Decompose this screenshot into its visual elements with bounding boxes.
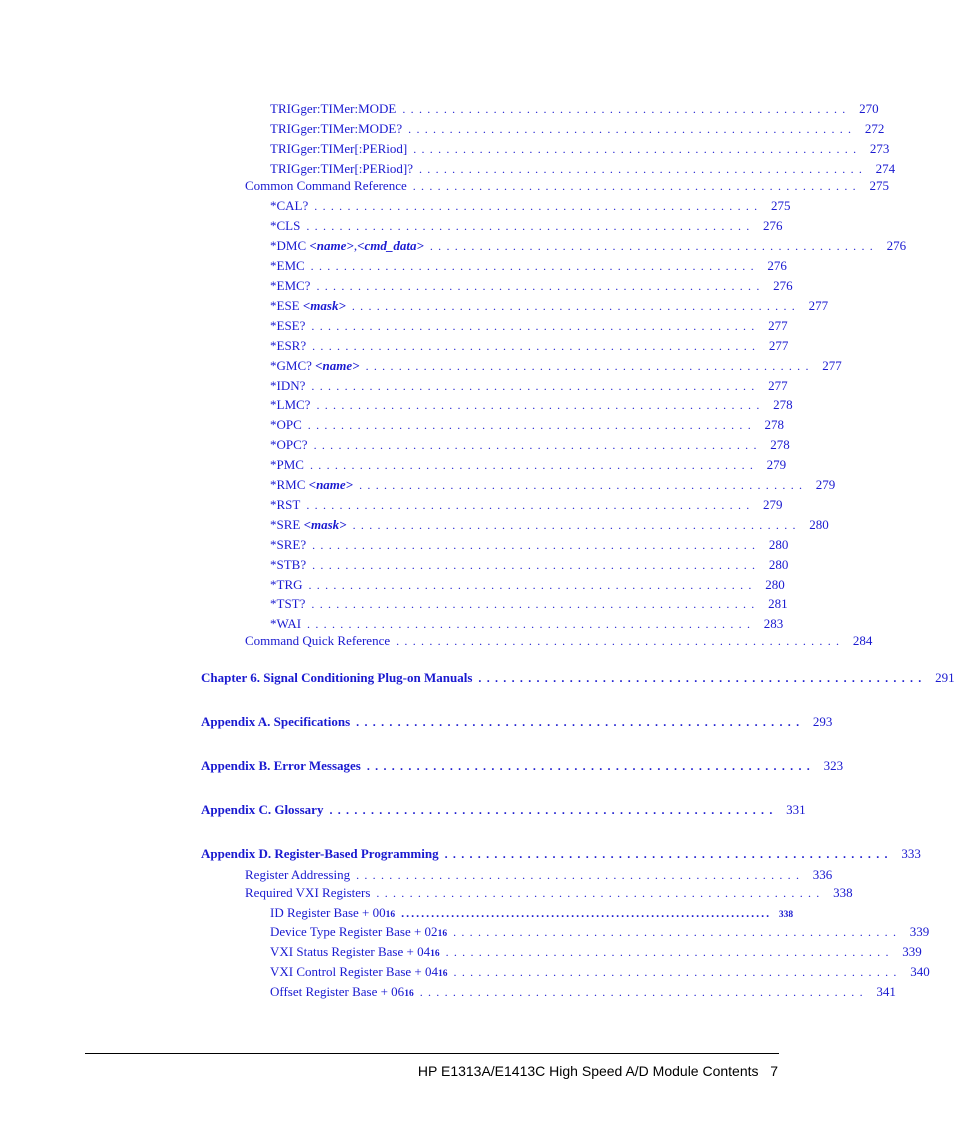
toc-entry-wai[interactable]: *WAI ...................................................... 283 [270, 616, 784, 631]
toc-entry-sre[interactable]: *SRE <mask> ...................................................... 280 [270, 517, 829, 532]
toc-entry-trigger-timer-mode[interactable]: TRIGger:TIMer:MODE ...................................................... 270 [270, 101, 879, 116]
toc-entry-idn-query[interactable]: *IDN? ...................................................... 277 [270, 378, 788, 393]
footer-title: HP E1313A/E1413C High Speed A/D Module Contents [417, 1063, 759, 1079]
toc-entry-pmc[interactable]: *PMC ...................................................... 279 [270, 457, 787, 472]
toc-entry-cal-query[interactable]: *CAL? ...................................................... 275 [270, 198, 791, 213]
toc-section-required-vxi-registers[interactable]: Required VXI Registers ...................................................... 338 [245, 885, 853, 900]
toc-appendix-d[interactable]: Appendix D. Register-Based Programming ...................................................... 333 [201, 846, 921, 861]
toc-entry-emc-query[interactable]: *EMC? ...................................................... 276 [270, 278, 793, 293]
toc-section-command-quick-reference[interactable]: Command Quick Reference ...................................................... 284 [245, 633, 873, 648]
toc-entry-trg[interactable]: *TRG ...................................................... 280 [270, 577, 785, 592]
toc-entry-lmc-query[interactable]: *LMC? ...................................................... 278 [270, 397, 793, 412]
toc-appendix-c[interactable]: Appendix C. Glossary ...................................................... 331 [201, 802, 806, 817]
footer-page-number: 7 [770, 1063, 778, 1079]
toc-entry-gmc-query[interactable]: *GMC? <name> ...................................................... 277 [270, 358, 842, 373]
toc-section-common-command-reference[interactable]: Common Command Reference ...................................................... 275 [245, 178, 889, 193]
toc-entry-offset-register[interactable]: Offset Register Base + 0616 ...................................................... 341 [270, 984, 896, 999]
toc-entry-device-type-register[interactable]: Device Type Register Base + 0216 ...................................................... 339 [270, 924, 930, 939]
toc-entry-ese-query[interactable]: *ESE? ...................................................... 277 [270, 318, 788, 333]
toc-entry-id-register[interactable]: ID Register Base + 0016 .......................................................................... 338 [270, 905, 794, 920]
toc-entry-esr-query[interactable]: *ESR? ...................................................... 277 [270, 338, 789, 353]
toc-entry-vxi-status-register[interactable]: VXI Status Register Base + 0416 ...................................................... 339 [270, 944, 922, 959]
toc-entry-sre-query[interactable]: *SRE? ...................................................... 280 [270, 537, 789, 552]
toc-entry-rst[interactable]: *RST ...................................................... 279 [270, 497, 783, 512]
toc-chapter-6[interactable]: Chapter 6. Signal Conditioning Plug-on Manuals ...................................................... 291 [201, 670, 955, 685]
toc-entry-rmc[interactable]: *RMC <name> ...................................................... 279 [270, 477, 836, 492]
page-footer [418, 1063, 778, 1079]
toc-appendix-a[interactable]: Appendix A. Specifications ...................................................... 293 [201, 714, 833, 729]
toc-entry-dmc[interactable]: *DMC <name>,<cmd_data> ...................................................... 276 [270, 238, 907, 253]
toc-entry-trigger-timer-period[interactable]: TRIGger:TIMer[:PERiod] ...................................................... 273 [270, 141, 890, 156]
toc-entry-opc[interactable]: *OPC ...................................................... 278 [270, 417, 784, 432]
toc-entry-stb-query[interactable]: *STB? ...................................................... 280 [270, 557, 789, 572]
toc-entry-tst-query[interactable]: *TST? ...................................................... 281 [270, 596, 788, 611]
footer-divider [85, 1053, 779, 1054]
toc-entry-vxi-control-register[interactable]: VXI Control Register Base + 0416 ...................................................... 340 [270, 964, 930, 979]
toc-entry-trigger-timer-mode-query[interactable]: TRIGger:TIMer:MODE? ...................................................... 272 [270, 121, 885, 136]
toc-entry-cls[interactable]: *CLS ...................................................... 276 [270, 218, 783, 233]
toc-entry-emc[interactable]: *EMC ...................................................... 276 [270, 258, 787, 273]
toc-entry-opc-query[interactable]: *OPC? ...................................................... 278 [270, 437, 790, 452]
toc-entry-trigger-timer-period-query[interactable]: TRIGger:TIMer[:PERiod]? ...................................................... 274 [270, 161, 896, 176]
toc-section-register-addressing[interactable]: Register Addressing ...................................................... 336 [245, 867, 833, 882]
toc-appendix-b[interactable]: Appendix B. Error Messages ...................................................... 323 [201, 758, 844, 773]
toc-entry-ese[interactable]: *ESE <mask> ...................................................... 277 [270, 298, 829, 313]
